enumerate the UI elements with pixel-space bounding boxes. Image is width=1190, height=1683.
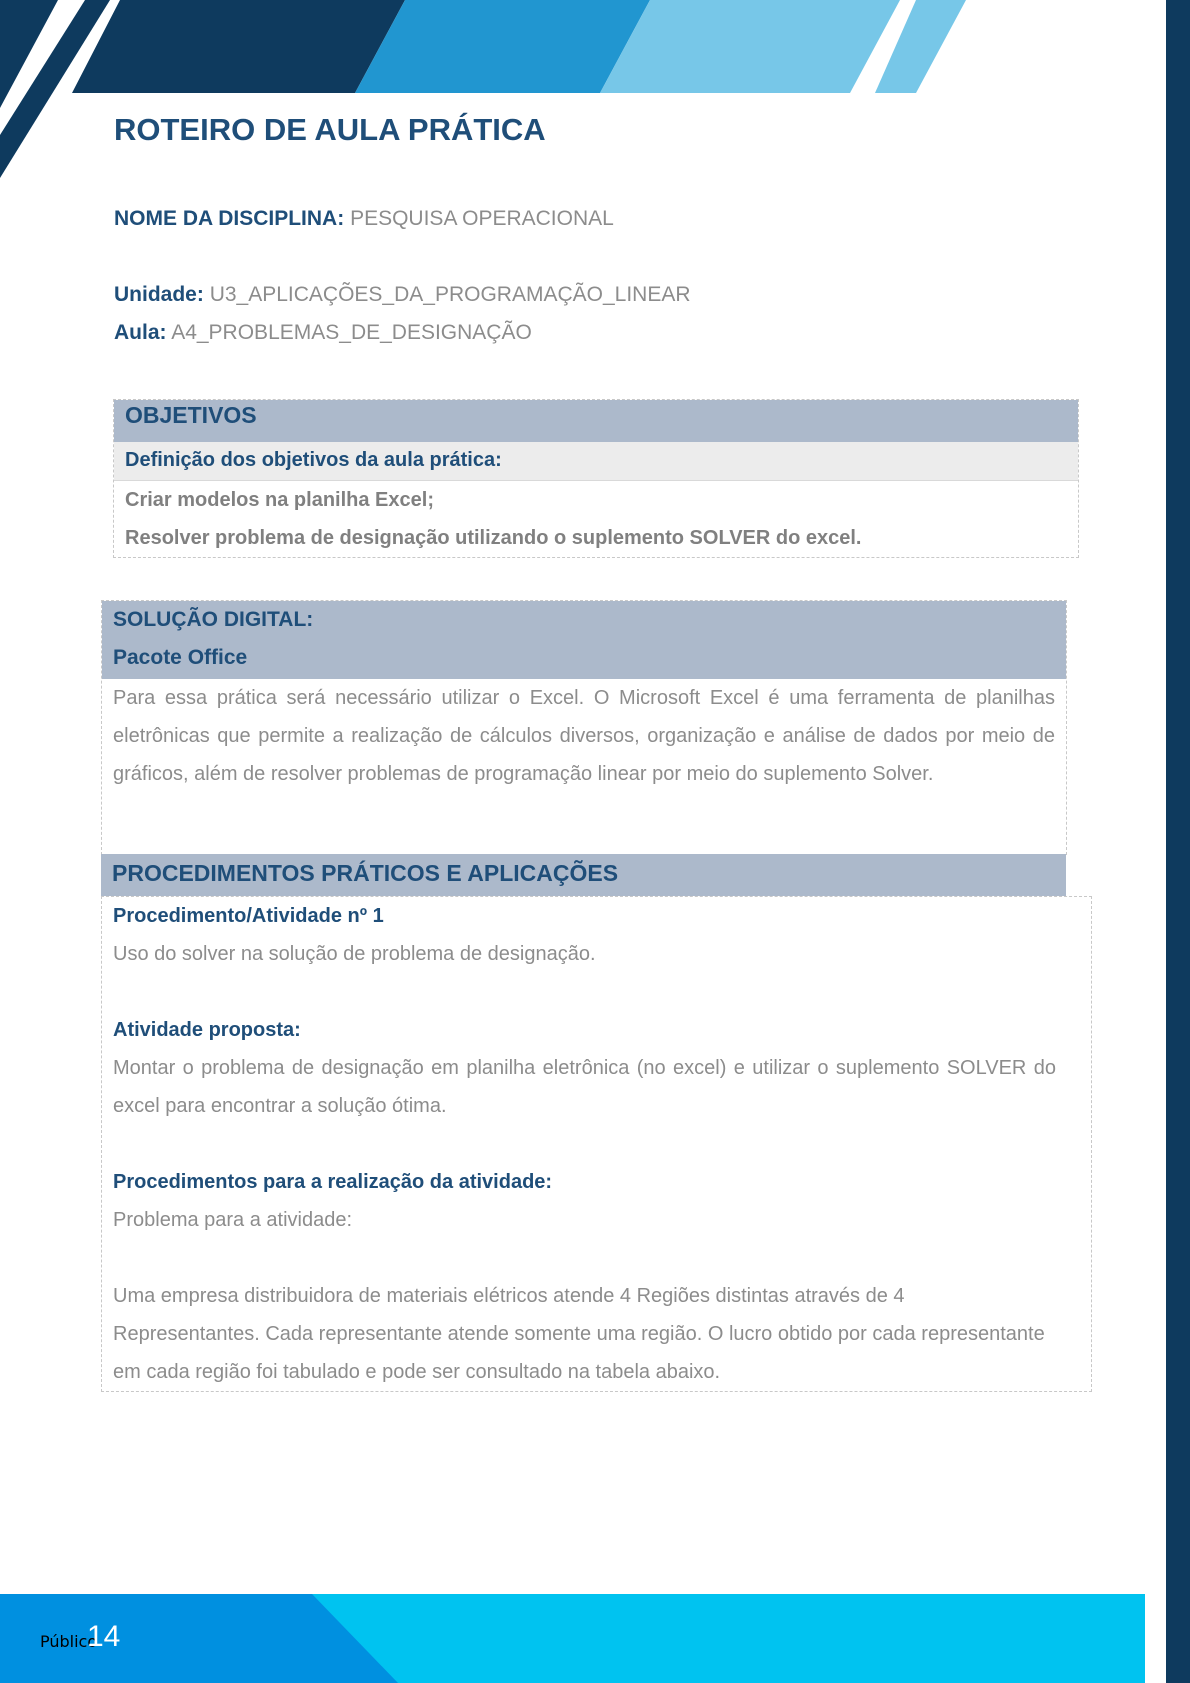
aula-value: A4_PROBLEMAS_DE_DESIGNAÇÃO: [171, 321, 532, 344]
proposta-text: Montar o problema de designação em planilha eletrônica (no excel) e utilizar o suplemento SOLVER do excel para encontrar a solução ótima.: [113, 1057, 1056, 1117]
solucao-body: Para essa prática será necessário utilizar o Excel. O Microsoft Excel é uma ferramenta de planilhas eletrônicas que permite a realização de cálculos diversos, organização e análise de dados por meio de gráficos, além de resolver problemas de programação linear por meio do suplemento Solver.: [113, 687, 1055, 785]
solucao-heading: SOLUÇÃO DIGITAL:: [113, 608, 314, 631]
proposta-label: Atividade proposta:: [113, 1019, 301, 1041]
page-title: ROTEIRO DE AULA PRÁTICA: [114, 112, 546, 147]
unidade-value: U3_APLICAÇÕES_DA_PROGRAMAÇÃO_LINEAR: [209, 283, 691, 306]
objetivo-item: Resolver problema de designação utilizando o suplemento SOLVER do excel.: [125, 527, 862, 549]
objetivos-section: [113, 399, 1079, 558]
unidade-label: Unidade:: [114, 283, 204, 306]
unidade-line: [114, 283, 691, 307]
disciplina-label: NOME DA DISCIPLINA:: [114, 207, 345, 230]
realizacao-label: Procedimentos para a realização da atividade:: [113, 1171, 553, 1193]
header-navy-block: [72, 0, 405, 93]
objetivos-subheading: Definição dos objetivos da aula prática:: [114, 442, 1078, 481]
page-number: 14: [87, 1620, 121, 1653]
procedimentos-section: [101, 896, 1092, 1392]
header-decoration: [0, 0, 1166, 190]
activity-description: Uso do solver na solução de problema de designação.: [113, 943, 596, 965]
solucao-subheading: Pacote Office: [113, 646, 248, 669]
header-lightblue-block: [600, 0, 900, 93]
objetivos-heading: OBJETIVOS: [114, 400, 1078, 442]
footer-decoration: [0, 1594, 1145, 1683]
procedimentos-content: [113, 897, 1056, 1391]
solucao-header: [102, 601, 1066, 679]
header-blue-block: [355, 0, 650, 93]
classification-label: Público: [40, 1632, 98, 1651]
problema-label: Problema para a atividade:: [113, 1209, 353, 1231]
disciplina-value: PESQUISA OPERACIONAL: [350, 207, 614, 230]
objetivo-item: Criar modelos na planilha Excel;: [125, 489, 434, 511]
activity-title: Procedimento/Atividade nº 1: [113, 905, 384, 927]
aula-line: [114, 321, 532, 345]
aula-label: Aula:: [114, 321, 167, 344]
disciplina-line: [114, 207, 614, 231]
procedimentos-heading: PROCEDIMENTOS PRÁTICOS E APLICAÇÕES: [101, 854, 1066, 896]
problema-text: Uma empresa distribuidora de materiais elétricos atende 4 Regiões distintas através de 4 Representantes. Cada representante atende somente uma região. O lucro obtido por cada representante em cada região foi tabulado e pode ser consultado na tabela abaixo.: [113, 1285, 1045, 1383]
solucao-digital-section: [101, 600, 1067, 855]
right-edge-bar: [1166, 0, 1190, 1683]
